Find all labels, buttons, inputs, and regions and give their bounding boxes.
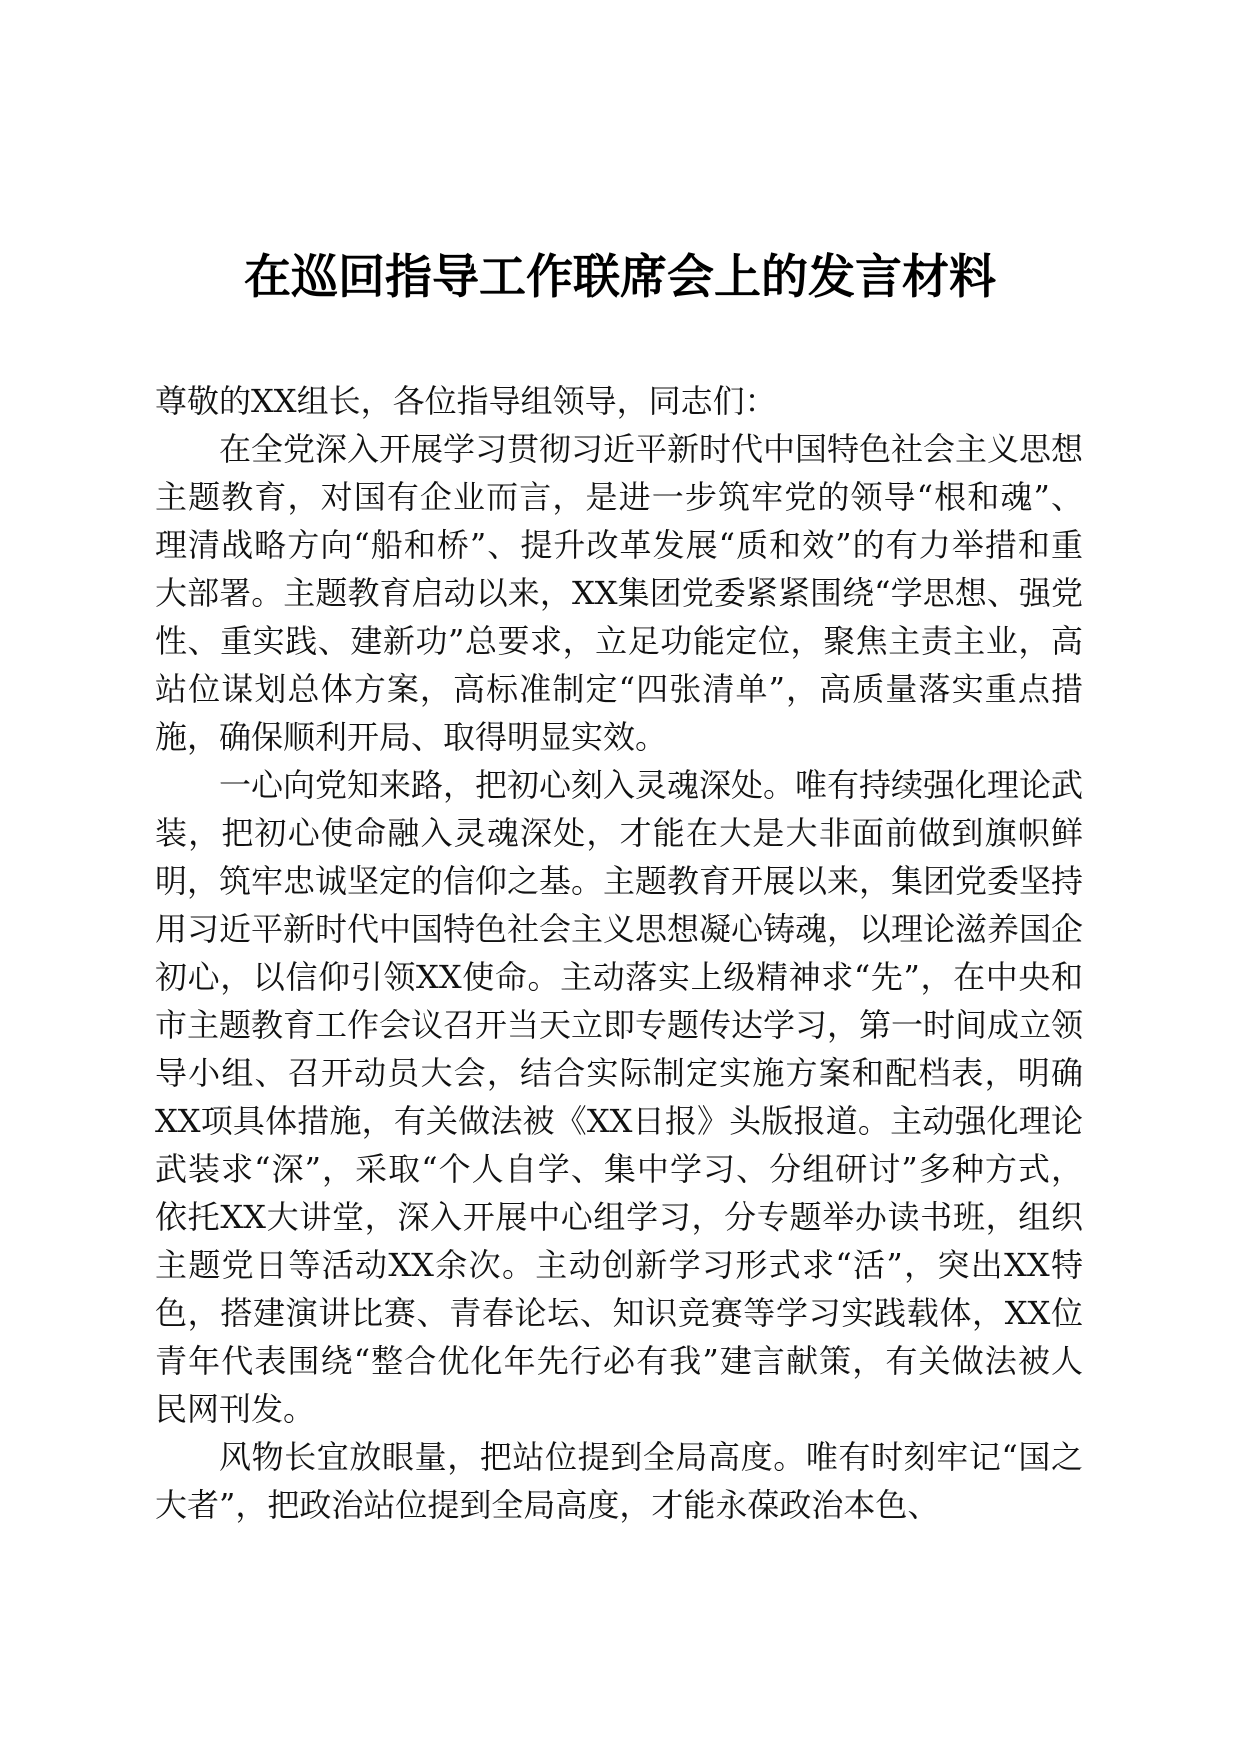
document-title: 在巡回指导工作联席会上的发言材料 xyxy=(244,250,996,305)
paragraph-standpoint: 风物长宜放眼量，把站位提到全局高度。唯有时刻牢记“国之大者”，把政治站位提到全局高度，才能永葆政治本色、 xyxy=(155,1438,1083,1524)
document-body xyxy=(155,377,1083,1529)
paragraph-theory: 一心向党知来路，把初心刻入灵魂深处。唯有持续强化理论武装，把初心使命融入灵魂深处，才能在大是大非面前做到旗帜鲜明，筑牢忠诚坚定的信仰之基。主题教育开展以来，集团党委坚持用习近平新时代中国特色社会主义思想凝心铸魂，以理论滋养国企初心，以信仰引领XX使命。主动落实上级精神求“先”，在中央和市主题教育工作会议召开当天立即专题传达学习，第一时间成立领导小组、召开动员大会，结合实际制定实施方案和配档表，明确XX项具体措施，有关做法被《XX日报》头版报道。主动强化理论武装求“深”，采取“个人自学、集中学习、分组研讨”多种方式，依托XX大讲堂，深入开展中心组学习，分专题举办读书班，组织主题党日等活动XX余次。主动创新学习形式求“活”，突出XX特色，搭建演讲比赛、青春论坛、知识竞赛等学习实践载体，XX位青年代表围绕“整合优化年先行必有我”建言献策，有关做法被人民网刊发。 xyxy=(155,766,1084,1428)
paragraph-intro: 在全党深入开展学习贯彻习近平新时代中国特色社会主义思想主题教育，对国有企业而言，是进一步筑牢党的领导“根和魂”、理清战略方向“船和桥”、提升改革发展“质和效”的有力举措和重大部署。主题教育启动以来，XX集团党委紧紧围绕“学思想、强党性、重实践、建新功”总要求，立足功能定位，聚焦主责主业，高站位谋划总体方案，高标准制定“四张清单”，高质量落实重点措施，确保顺利开局、取得明显实效。 xyxy=(155,430,1084,756)
salutation: 尊敬的XX组长，各位指导组领导，同志们： xyxy=(155,382,777,420)
